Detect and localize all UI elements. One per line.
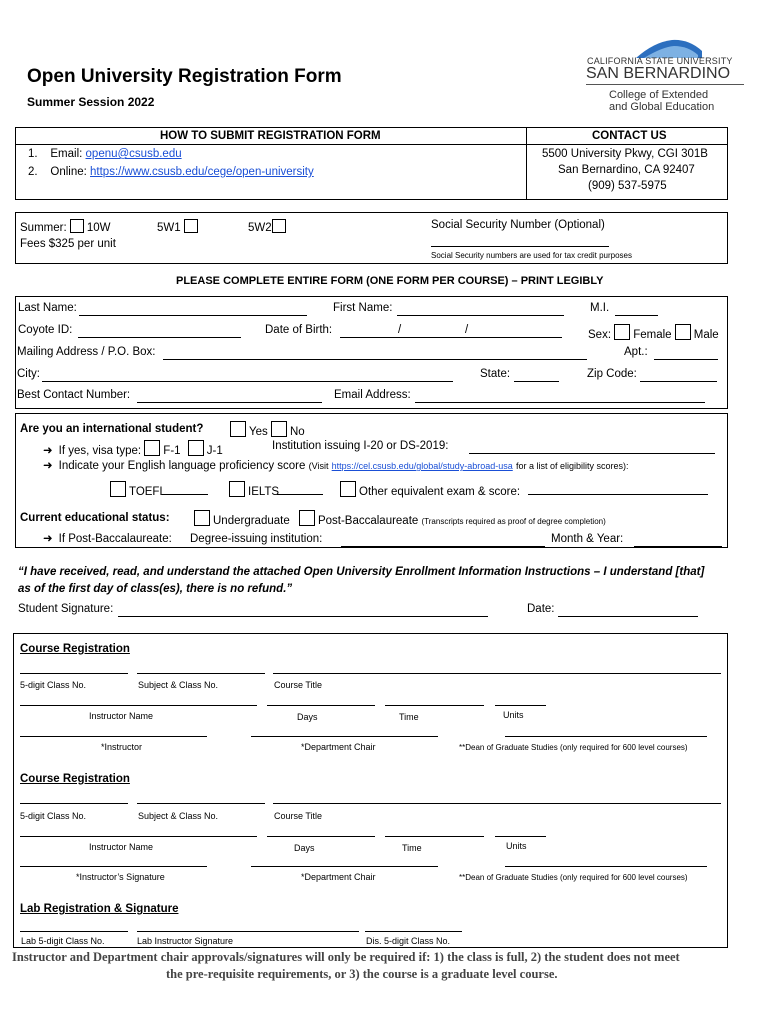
ssn-note: Social Security numbers are used for tax credit purposes xyxy=(431,251,632,260)
apt-field[interactable] xyxy=(654,359,718,360)
arrow-icon: ➜ xyxy=(43,533,53,545)
state-field[interactable] xyxy=(514,381,559,382)
instruction-banner: PLEASE COMPLETE ENTIRE FORM (ONE FORM PER COURSE) – PRINT LEGIBLY xyxy=(176,275,604,287)
course1-time-field[interactable] xyxy=(385,705,484,706)
zip-field[interactable] xyxy=(640,381,717,382)
course2-chair-sig-field[interactable] xyxy=(251,866,438,867)
logo-line4: and Global Education xyxy=(609,101,715,113)
course-registration-box xyxy=(13,633,728,948)
email-link[interactable]: openu@csusb.edu xyxy=(85,148,182,160)
logo-line2: SAN BERNARDINO xyxy=(586,65,731,82)
checkbox-5w2[interactable] xyxy=(272,219,286,233)
ielts-option: IELTS xyxy=(229,481,279,498)
checkbox-ielts[interactable] xyxy=(229,481,245,497)
course1-instructor-name-field[interactable] xyxy=(20,705,257,706)
course2-title-field[interactable] xyxy=(273,803,721,804)
visa-type-row: ➜ If yes, visa type: F-1 J-1 xyxy=(43,440,223,457)
education-options: Undergraduate Post-Baccalaureate (Transcripts required as proof of degree completion) xyxy=(194,510,606,527)
footer-note-line2: the pre-requisite requirements, or 3) the course is a graduate level course. xyxy=(166,967,558,981)
course1-class-no-field[interactable] xyxy=(20,673,128,674)
arrow-icon: ➜ xyxy=(43,445,53,457)
coyote-id-field[interactable] xyxy=(78,337,241,338)
agreement-line1: “I have received, read, and understand the attached Open University Enrollment Information Instructions – I understand [that] xyxy=(18,566,705,578)
checkbox-f1[interactable] xyxy=(144,440,160,456)
toefl-score-field[interactable] xyxy=(162,494,208,495)
course1-dean-sig-field[interactable] xyxy=(505,736,707,737)
degree-institution-field[interactable] xyxy=(341,546,545,547)
city-label: City: xyxy=(17,368,40,380)
month-year-label: Month & Year: xyxy=(551,533,624,545)
lab-class-no-field[interactable] xyxy=(20,931,128,932)
course2-subject-field[interactable] xyxy=(137,803,265,804)
international-yes-no: Yes No xyxy=(230,421,305,438)
email-field[interactable] xyxy=(415,402,705,403)
course2-instructor-sig-field[interactable] xyxy=(20,866,207,867)
degree-institution-label: Degree-issuing institution: xyxy=(190,533,323,545)
course1-subject-field[interactable] xyxy=(137,673,265,674)
first-name-label: First Name: xyxy=(333,302,393,314)
apt-label: Apt.: xyxy=(624,346,648,358)
last-name-field[interactable] xyxy=(79,315,307,316)
mailing-label: Mailing Address / P.O. Box: xyxy=(17,346,156,358)
course2-instructor-name-field[interactable] xyxy=(20,836,257,837)
student-signature-label: Student Signature: xyxy=(18,603,114,615)
ssn-field[interactable] xyxy=(431,246,609,247)
howto-heading: HOW TO SUBMIT REGISTRATION FORM xyxy=(160,130,381,142)
education-label: Current educational status: xyxy=(20,512,170,524)
checkbox-5w1[interactable] xyxy=(184,219,198,233)
ssn-label: Social Security Number (Optional) xyxy=(431,219,605,231)
logo-line1: CALIFORNIA STATE UNIVERSITY xyxy=(587,56,733,66)
checkbox-intl-no[interactable] xyxy=(271,421,287,437)
dob-field[interactable] xyxy=(340,337,562,338)
checkbox-intl-yes[interactable] xyxy=(230,421,246,437)
course2-days-field[interactable] xyxy=(267,836,375,837)
checkbox-10w[interactable] xyxy=(70,219,84,233)
session-options: Summer: 10W xyxy=(20,219,111,234)
course2-dean-sig-field[interactable] xyxy=(505,866,707,867)
contact-number-field[interactable] xyxy=(137,402,322,403)
contact-phone: (909) 537-5975 xyxy=(588,180,667,192)
course2-time-field[interactable] xyxy=(385,836,484,837)
option-5w2: 5W2 xyxy=(248,219,289,234)
session-label: Summer Session 2022 xyxy=(27,95,155,109)
howto-item-email: 1. Email: openu@csusb.edu xyxy=(28,148,182,160)
dob-label: Date of Birth: xyxy=(265,324,333,336)
agreement-line2: as of the first day of class(es), there is no refund.” xyxy=(18,583,293,595)
toefl-option: TOEFL xyxy=(110,481,166,498)
checkbox-j1[interactable] xyxy=(188,440,204,456)
website-link[interactable]: https://www.csusb.edu/cege/open-university xyxy=(90,166,314,178)
other-exam-field[interactable] xyxy=(528,494,708,495)
state-label: State: xyxy=(480,368,511,380)
mi-field[interactable] xyxy=(615,315,658,316)
signature-date-label: Date: xyxy=(527,603,555,615)
checkbox-undergraduate[interactable] xyxy=(194,510,210,526)
institution-field[interactable] xyxy=(469,453,715,454)
course2-units-field[interactable] xyxy=(495,836,546,837)
course2-class-no-field[interactable] xyxy=(20,803,128,804)
international-question: Are you an international student? xyxy=(20,423,204,435)
course1-heading: Course Registration xyxy=(20,643,130,655)
eligibility-link[interactable]: https://cel.csusb.edu/global/study-abroad-usa xyxy=(331,461,513,471)
first-name-field[interactable] xyxy=(397,315,564,316)
email-label: Email Address: xyxy=(334,389,411,401)
last-name-label: Last Name: xyxy=(18,302,77,314)
coyote-id-label: Coyote ID: xyxy=(18,324,73,336)
checkbox-female[interactable] xyxy=(614,324,630,340)
contact-address1: 5500 University Pkwy, CGI 301B xyxy=(542,148,708,160)
option-5w1: 5W1 xyxy=(157,219,201,234)
ielts-score-field[interactable] xyxy=(277,494,323,495)
checkbox-other-exam[interactable] xyxy=(340,481,356,497)
city-field[interactable] xyxy=(42,381,453,382)
arrow-icon: ➜ xyxy=(43,460,53,472)
lab-instructor-sig-field[interactable] xyxy=(137,931,359,932)
checkbox-post-baccalaureate[interactable] xyxy=(299,510,315,526)
mi-label: M.I. xyxy=(590,302,610,314)
logo-line3: College of Extended xyxy=(609,89,709,101)
contact-address2: San Bernardino, CA 92407 xyxy=(558,164,695,176)
checkbox-toefl[interactable] xyxy=(110,481,126,497)
page-title: Open University Registration Form xyxy=(27,66,342,87)
course1-instructor-sig-field[interactable] xyxy=(20,736,207,737)
course1-units-field[interactable] xyxy=(495,705,546,706)
english-score-row: ➜ Indicate your English language proficiency score (Visit https://cel.csusb.edu/global/study-abroad-usa for a list of eligibility scores): xyxy=(43,460,629,472)
dis-class-no-field[interactable] xyxy=(365,931,462,932)
contact-number-label: Best Contact Number: xyxy=(17,389,131,401)
course1-days-field[interactable] xyxy=(267,705,375,706)
checkbox-male[interactable] xyxy=(675,324,691,340)
institution-label: Institution issuing I-20 or DS-2019: xyxy=(272,440,449,452)
contact-heading: CONTACT US xyxy=(592,130,667,142)
sex-field: Sex: Female Male xyxy=(588,324,719,341)
course1-chair-sig-field[interactable] xyxy=(251,736,438,737)
student-signature-field[interactable] xyxy=(118,616,488,617)
mailing-field[interactable] xyxy=(163,359,587,360)
fees-label: Fees $325 per unit xyxy=(20,238,116,250)
zip-label: Zip Code: xyxy=(587,368,637,380)
other-exam-option: Other equivalent exam & score: xyxy=(340,481,520,498)
month-year-field[interactable] xyxy=(634,546,722,547)
lab-heading: Lab Registration & Signature xyxy=(20,903,179,915)
post-bacc-row: ➜ If Post-Baccalaureate: xyxy=(43,533,172,545)
footer-note-line1: Instructor and Department chair approvals/signatures will only be required if: 1) the class is full, 2) the student does not meet xyxy=(12,950,680,964)
howto-item-online: 2. Online: https://www.csusb.edu/cege/open-university xyxy=(28,166,314,178)
course2-heading: Course Registration xyxy=(20,773,130,785)
course1-title-field[interactable] xyxy=(273,673,721,674)
signature-date-field[interactable] xyxy=(558,616,698,617)
